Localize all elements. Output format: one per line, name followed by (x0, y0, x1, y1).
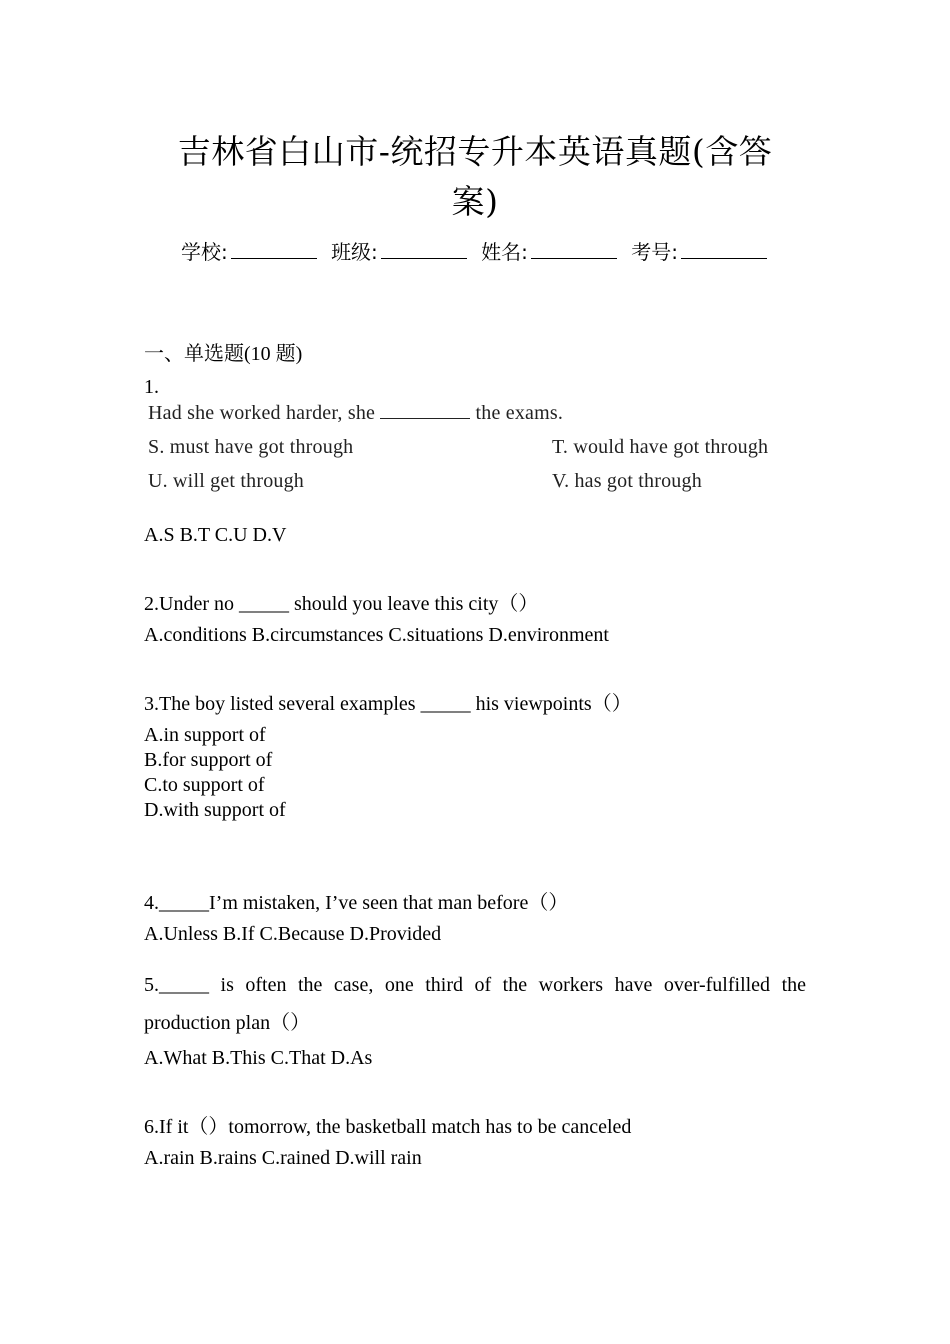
q5-answers: A.What B.This C.That D.As (144, 1047, 373, 1069)
q4-stem: 4._____I’m mistaken, I’ve seen that man before（） (144, 892, 569, 914)
q1-blank (380, 402, 470, 419)
q1-stem-part-1: Had she worked harder, she (148, 402, 376, 424)
q5-stem (144, 966, 806, 1042)
name-label: 姓名: (481, 240, 528, 264)
document-title-line-1: 吉林省白山市-统招专升本英语真题(含答 (177, 132, 773, 171)
class-label: 班级: (331, 240, 378, 264)
q1-option-s: S. must have got through (148, 436, 354, 458)
class-blank[interactable] (381, 240, 467, 259)
q1-stem (148, 402, 563, 425)
q2-answers: A.conditions B.circumstances C.situations D.environment (144, 624, 609, 646)
q3-option-c: C.to support of (144, 774, 265, 796)
school-label: 学校: (180, 240, 228, 264)
q1-stem-part-2: the exams. (475, 402, 564, 424)
number-blank[interactable] (681, 240, 767, 259)
student-info-row (0, 236, 950, 265)
q5-stem-line-2: production plan（） (144, 1012, 311, 1034)
q1-option-t: T. would have got through (552, 436, 769, 458)
q1-option-v: V. has got through (552, 470, 702, 492)
q3-option-a: A.in support of (144, 724, 266, 746)
school-blank[interactable] (231, 240, 317, 259)
q1-number: 1. (144, 376, 159, 398)
q3-option-d: D.with support of (144, 799, 286, 821)
document-title-line-2: 案) (451, 182, 499, 221)
name-blank[interactable] (531, 240, 617, 259)
q4-answers: A.Unless B.If C.Because D.Provided (144, 923, 442, 945)
q3-option-b: B.for support of (144, 749, 273, 771)
q1-option-u: U. will get through (148, 470, 305, 492)
q2-stem: 2.Under no _____ should you leave this city（） (144, 593, 539, 615)
q3-stem: 3.The boy listed several examples _____ his viewpoints（） (144, 693, 632, 715)
section-heading: 一、单选题(10 题) (144, 343, 303, 365)
q1-answers: A.S B.T C.U D.V (144, 524, 287, 546)
q6-stem: 6.If it（）tomorrow, the basketball match has to be canceled (144, 1116, 632, 1138)
q6-answers: A.rain B.rains C.rained D.will rain (144, 1147, 422, 1169)
number-label: 考号: (631, 240, 679, 264)
q5-stem-line-1: 5._____ is often the case, one third of the workers have over-fulfilled the (144, 974, 806, 996)
